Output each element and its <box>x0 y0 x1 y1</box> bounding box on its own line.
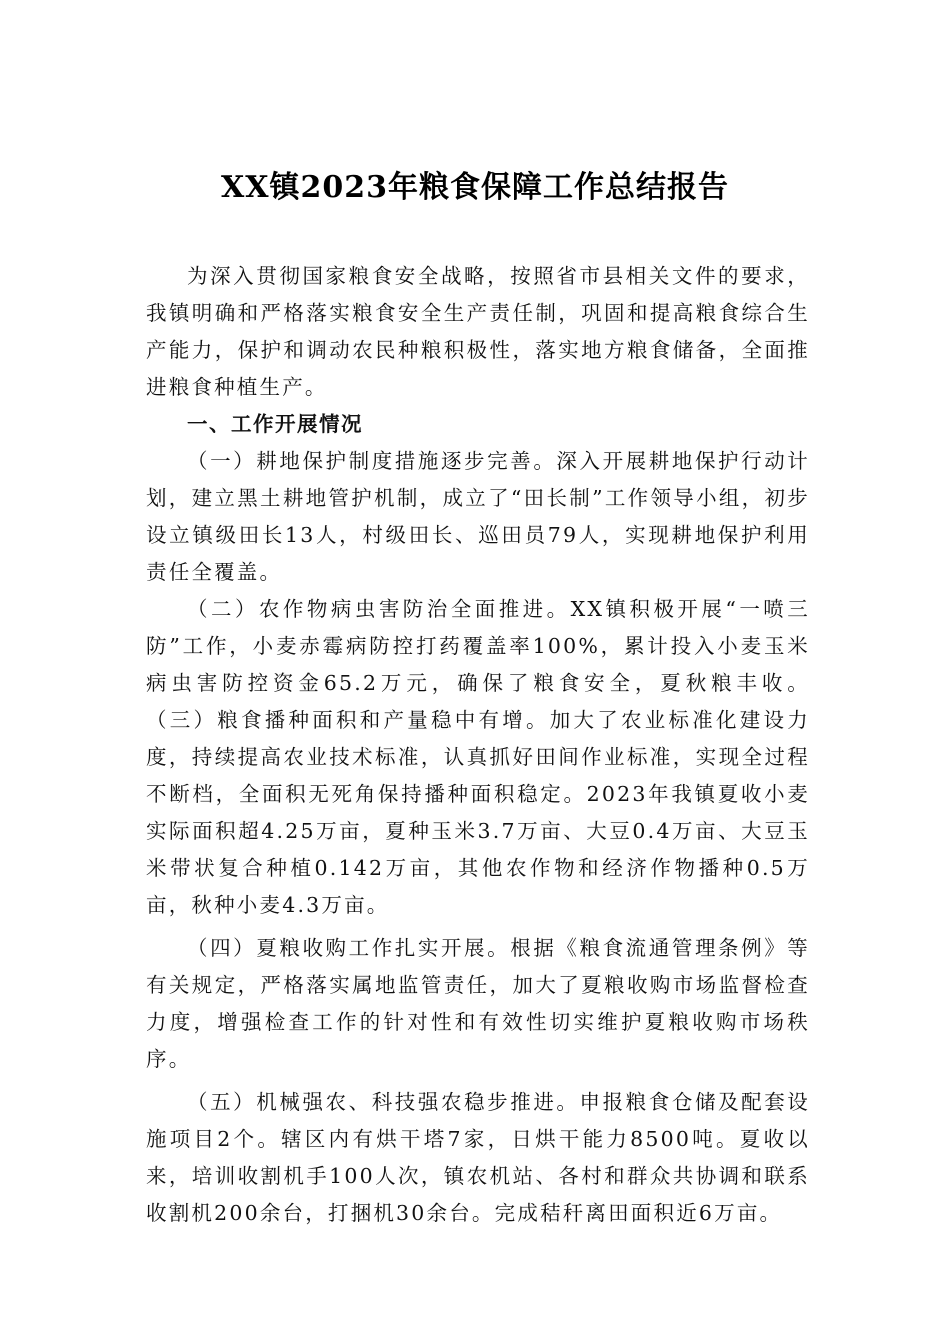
paragraph-4: （四）夏粮收购工作扎实开展。根据《粮食流通管理条例》等有关规定，严格落实属地监管责任，加大了夏粮收购市场监督检查力度，增强检查工作的针对性和有效性切实维护夏粮收购市场秩序。 <box>146 936 810 1071</box>
paragraph-2: （二）农作物病虫害防治全面推进。XX镇积极开展“一喷三防”工作，小麦赤霉病防控打药覆盖率100%，累计投入小麦玉米病虫害防控资金65.2万元，确保了粮食安全，夏秋粮丰收。 （三）粮食播种面积和产量稳中有增。加大了农业标准化建设力度，持续提高农业技术标准，认真抓好田间作业标准，实现全过程不断档，全面积无死角保持播种面积稳定。2023年我镇夏收小麦实际面积超4.25万亩，夏种玉米3.7万亩、大豆0.4万亩、大豆玉米带状复合种植0.142万亩，其他农作物和经济作物播种0.5万亩，秋种小麦4.3万亩。 <box>146 597 810 917</box>
paragraph-5: （五）机械强农、科技强农稳步推进。申报粮食仓储及配套设施项目2个。辖区内有烘干塔7家，日烘干能力8500吨。夏收以来，培训收割机手100人次，镇农机站、各村和群众共协调和联系收割机200余台，打捆机30余台。完成秸秆离田面积近6万亩。 <box>146 1090 810 1225</box>
document-body <box>146 258 810 1232</box>
intro-paragraph: 为深入贯彻国家粮食安全战略，按照省市县相关文件的要求，我镇明确和严格落实粮食安全生产责任制，巩固和提高粮食综合生产能力，保护和调动农民种粮积极性，落实地方粮食储备，全面推进粮食种植生产。 <box>146 264 810 399</box>
paragraph-1: （一）耕地保护制度措施逐步完善。深入开展耕地保护行动计划，建立黑土耕地管护机制，成立了“田长制”工作领导小组，初步设立镇级田长13人，村级田长、巡田员79人，实现耕地保护利用责任全覆盖。 <box>146 449 810 584</box>
document-title: XX镇2023年粮食保障工作总结报告 <box>220 170 730 205</box>
section-heading: 一、工作开展情况 <box>187 412 363 436</box>
